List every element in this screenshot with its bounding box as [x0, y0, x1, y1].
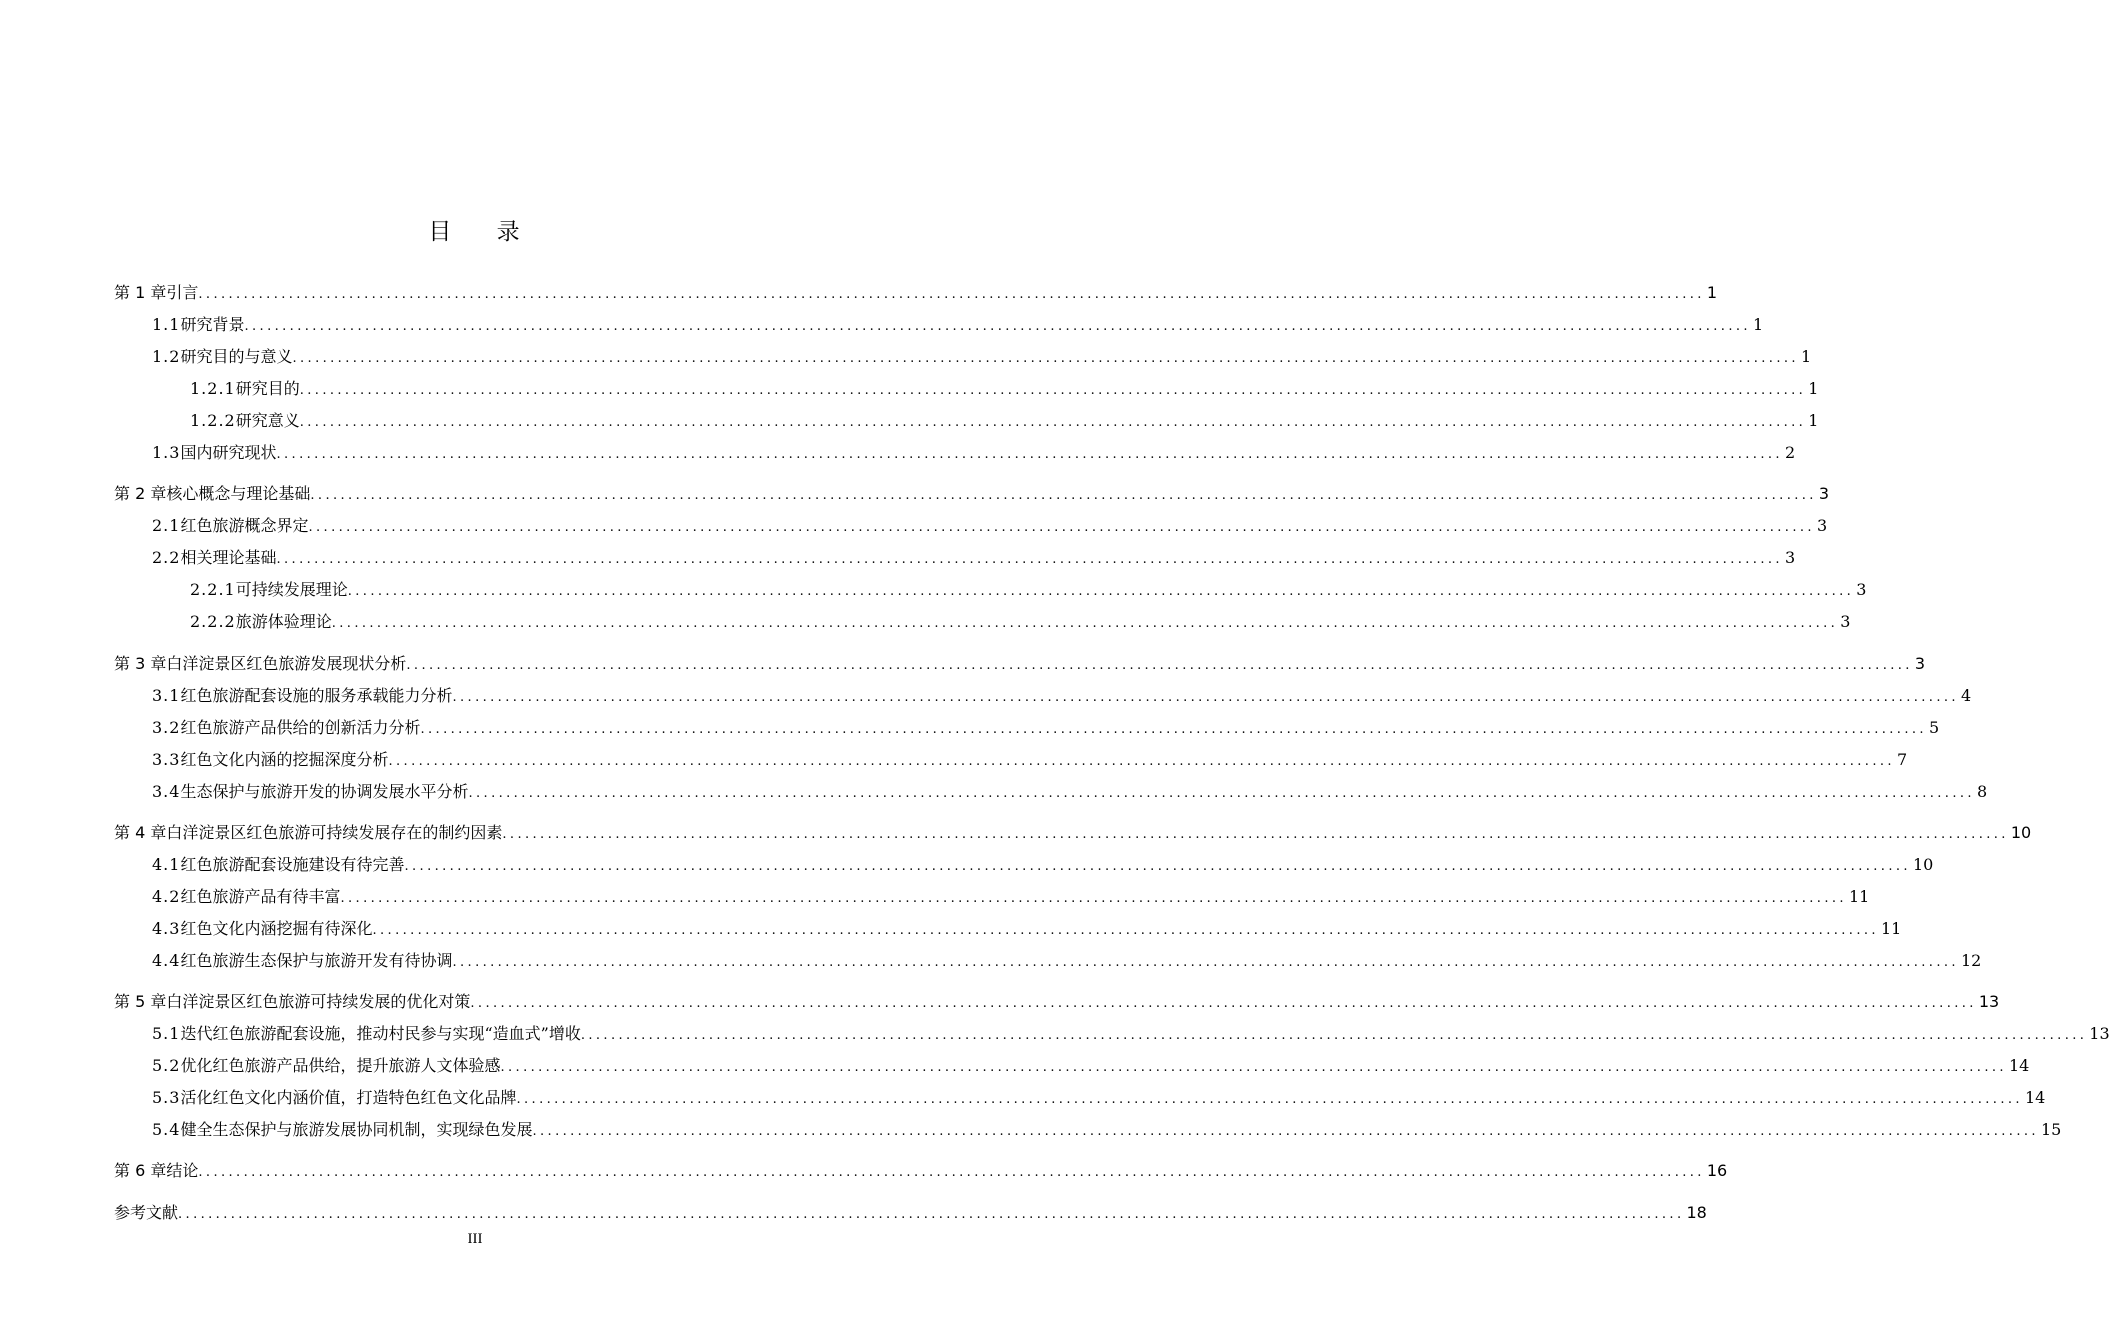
- toc-page-number: 13: [2089, 1024, 2110, 1043]
- toc-chapter-entry[interactable]: [0, 1159, 1728, 1183]
- toc-page-number: 1: [1800, 347, 1812, 366]
- toc-entry-title: 红色旅游生态保护与旅游开发有待协调: [180, 951, 453, 970]
- toc-subsection-entry[interactable]: [0, 377, 1819, 401]
- toc-entry-number: 4.3: [152, 919, 181, 938]
- toc-dot-leader: ........................................................................................................................................................................................................: [406, 658, 1913, 673]
- toc-page-number: 3: [1914, 654, 1926, 673]
- toc-dot-leader: ........................................................................................................................................................................................................: [178, 1207, 1685, 1222]
- toc-section-entry[interactable]: [0, 313, 1764, 337]
- toc-entry-title: 活化红色文化内涵价值，打造特色红色文化品牌: [180, 1088, 517, 1107]
- toc-entry-number: 第 1 章: [114, 283, 167, 302]
- toc-chapter-entry[interactable]: [0, 1201, 1707, 1225]
- toc-entry-title: 相关理论基础: [180, 548, 277, 567]
- toc-entry-number: 第 6 章: [114, 1161, 167, 1180]
- toc-section-entry[interactable]: [0, 917, 1902, 941]
- toc-dot-leader: ........................................................................................................................................................................................................: [580, 1028, 2088, 1043]
- toc-entry-number: 2.2.1: [190, 580, 236, 599]
- toc-entry-number: 2.2: [152, 548, 181, 567]
- toc-entry-title: 红色旅游配套设施的服务承载能力分析: [180, 686, 453, 705]
- toc-entry-number: 2.1: [152, 516, 181, 535]
- toc-entry-title: 国内研究现状: [180, 443, 277, 462]
- toc-section-entry[interactable]: [0, 684, 1972, 708]
- toc-page-number: 3: [1840, 612, 1851, 631]
- toc-page-number: 10: [2010, 823, 2032, 842]
- toc-dot-leader: ........................................................................................................................................................................................................: [340, 891, 1847, 906]
- toc-section-entry[interactable]: [0, 1022, 2110, 1046]
- toc-entry-number: 1.1: [152, 315, 181, 334]
- toc-entry-title: 白洋淀景区红色旅游发展现状分析: [166, 654, 407, 673]
- toc-subsection-entry[interactable]: [0, 578, 1867, 602]
- toc-page-number: 1: [1752, 315, 1764, 334]
- toc-dot-leader: ........................................................................................................................................................................................................: [299, 383, 1807, 398]
- toc-page-number: 12: [1960, 951, 1982, 970]
- toc-dot-leader: ........................................................................................................................................................................................................: [198, 287, 1705, 302]
- toc-entry-number: 第 5 章: [114, 992, 167, 1011]
- toc-section-entry[interactable]: [0, 780, 1988, 804]
- toc-entry-title: 可持续发展理论: [235, 580, 348, 599]
- toc-chapter-entry[interactable]: [0, 821, 2032, 845]
- toc-dot-leader: ........................................................................................................................................................................................................: [292, 351, 1799, 366]
- toc-entry-title: 迭代红色旅游配套设施，推动村民参与实现“造血式”增收: [180, 1024, 581, 1043]
- toc-entry-title: 红色文化内涵的挖掘深度分析: [180, 750, 389, 769]
- toc-dot-leader: ........................................................................................................................................................................................................: [470, 996, 1977, 1011]
- toc-entry-number: 1.2.2: [190, 411, 236, 430]
- toc-entry-number: 5.3: [152, 1088, 181, 1107]
- toc-entry-number: 第 4 章: [114, 823, 167, 842]
- toc-entry-number: 3.4: [152, 782, 181, 801]
- toc-dot-leader: ........................................................................................................................................................................................................: [276, 447, 1783, 462]
- toc-section-entry[interactable]: [0, 853, 1934, 877]
- toc-page-number: 8: [1976, 782, 1988, 801]
- toc-subsection-entry[interactable]: [0, 409, 1819, 433]
- toc-section-entry[interactable]: [0, 1118, 2062, 1142]
- toc-section-entry[interactable]: [0, 1054, 2030, 1078]
- toc-entry-number: 5.1: [152, 1024, 181, 1043]
- toc-entry-title: 白洋淀景区红色旅游可持续发展的优化对策: [166, 992, 471, 1011]
- toc-chapter-entry[interactable]: [0, 652, 1926, 676]
- toc-page-number: 4: [1960, 686, 1972, 705]
- toc-section-entry[interactable]: [0, 345, 1812, 369]
- toc-entry-number: 3.1: [152, 686, 181, 705]
- toc-entry-title: 红色文化内涵挖掘有待深化: [180, 919, 373, 938]
- toc-dot-leader: ........................................................................................................................................................................................................: [244, 319, 1751, 334]
- toc-entry-title: 参考文献: [114, 1203, 179, 1222]
- toc-entry-title: 研究目的: [235, 379, 300, 398]
- toc-page-number: 1: [1808, 411, 1819, 430]
- toc-entry-title: 研究意义: [235, 411, 300, 430]
- toc-section-entry[interactable]: [0, 514, 1828, 538]
- toc-entry-number: 4.4: [152, 951, 181, 970]
- toc-page-number: 2: [1784, 443, 1796, 462]
- toc-page-number: 14: [2024, 1088, 2046, 1107]
- toc-entry-title: 结论: [166, 1161, 199, 1180]
- toc-page-number: 3: [1784, 548, 1796, 567]
- toc-section-entry[interactable]: [0, 885, 1870, 909]
- toc-dot-leader: ........................................................................................................................................................................................................: [372, 923, 1879, 938]
- toc-dot-leader: ........................................................................................................................................................................................................: [347, 584, 1855, 599]
- toc-page-number: 5: [1928, 718, 1940, 737]
- toc-entry-number: 1.3: [152, 443, 181, 462]
- toc-section-entry[interactable]: [0, 748, 1908, 772]
- toc-page-number: 18: [1686, 1203, 1707, 1222]
- toc-entry-title: 白洋淀景区红色旅游可持续发展存在的制约因素: [166, 823, 503, 842]
- toc-entry-title: 红色旅游产品供给的创新活力分析: [180, 718, 421, 737]
- toc-page-number: 16: [1706, 1161, 1728, 1180]
- toc-subsection-entry[interactable]: [0, 610, 1851, 634]
- toc-page-number: 11: [1848, 887, 1870, 906]
- toc-dot-leader: ........................................................................................................................................................................................................: [420, 722, 1927, 737]
- toc-dot-leader: ........................................................................................................................................................................................................: [452, 955, 1959, 970]
- toc-dot-leader: ........................................................................................................................................................................................................: [276, 552, 1783, 567]
- toc-dot-leader: ........................................................................................................................................................................................................: [500, 1060, 2007, 1075]
- toc-entry-number: 第 2 章: [114, 484, 167, 503]
- toc-page-number: 3: [1816, 516, 1828, 535]
- toc-dot-leader: ........................................................................................................................................................................................................: [198, 1165, 1705, 1180]
- toc-dot-leader: ........................................................................................................................................................................................................: [299, 415, 1807, 430]
- toc-entry-number: 5.4: [152, 1120, 181, 1139]
- toc-dot-leader: ........................................................................................................................................................................................................: [404, 859, 1911, 874]
- page-title: 目 录: [428, 219, 522, 245]
- toc-dot-leader: ........................................................................................................................................................................................................: [468, 786, 1975, 801]
- toc-section-entry[interactable]: [0, 716, 1940, 740]
- toc-page-number: 7: [1896, 750, 1908, 769]
- toc-page-number: 3: [1856, 580, 1867, 599]
- toc-dot-leader: ........................................................................................................................................................................................................: [331, 616, 1839, 631]
- toc-entry-number: 2.2.2: [190, 612, 236, 631]
- toc-entry-number: 1.2.1: [190, 379, 236, 398]
- toc-entry-title: 健全生态保护与旅游发展协同机制，实现绿色发展: [180, 1120, 533, 1139]
- toc-page-number: 13: [1978, 992, 2000, 1011]
- toc-dot-leader: ........................................................................................................................................................................................................: [308, 520, 1815, 535]
- toc-entry-number: 4.2: [152, 887, 181, 906]
- toc-dot-leader: ........................................................................................................................................................................................................: [532, 1124, 2039, 1139]
- toc-chapter-entry[interactable]: [0, 482, 1830, 506]
- toc-section-entry[interactable]: [0, 546, 1796, 570]
- toc-dot-leader: ........................................................................................................................................................................................................: [388, 754, 1895, 769]
- toc-chapter-entry[interactable]: [0, 990, 2000, 1014]
- toc-entry-title: 核心概念与理论基础: [166, 484, 311, 503]
- toc-page-number: 10: [1912, 855, 1934, 874]
- toc-entry-title: 研究目的与意义: [180, 347, 293, 366]
- toc-entry-number: 3.2: [152, 718, 181, 737]
- toc-page-number: 11: [1880, 919, 1902, 938]
- toc-entry-title: 优化红色旅游产品供给，提升旅游人文体验感: [180, 1056, 501, 1075]
- toc-entry-number: 第 3 章: [114, 654, 167, 673]
- toc-page-number: 1: [1808, 379, 1819, 398]
- toc-dot-leader: ........................................................................................................................................................................................................: [310, 488, 1817, 503]
- toc-page-number: 14: [2008, 1056, 2030, 1075]
- toc-entry-title: 红色旅游配套设施建设有待完善: [180, 855, 405, 874]
- toc-entry-number: 5.2: [152, 1056, 181, 1075]
- toc-section-entry[interactable]: [0, 949, 1982, 973]
- toc-dot-leader: ........................................................................................................................................................................................................: [516, 1092, 2023, 1107]
- toc-dot-leader: ........................................................................................................................................................................................................: [452, 690, 1959, 705]
- toc-section-entry[interactable]: [0, 441, 1796, 465]
- toc-page-number: 3: [1818, 484, 1830, 503]
- toc-section-entry[interactable]: [0, 1086, 2046, 1110]
- toc-entry-title: 生态保护与旅游开发的协调发展水平分析: [180, 782, 469, 801]
- toc-entry-title: 旅游体验理论: [235, 612, 332, 631]
- toc-entry-title: 红色旅游概念界定: [180, 516, 309, 535]
- toc-entry-title: 红色旅游产品有待丰富: [180, 887, 341, 906]
- toc-entry-title: 研究背景: [180, 315, 245, 334]
- toc-dot-leader: ........................................................................................................................................................................................................: [502, 827, 2009, 842]
- toc-page-number: 1: [1706, 283, 1718, 302]
- toc-page-number: 15: [2040, 1120, 2062, 1139]
- toc-entry-number: 1.2: [152, 347, 181, 366]
- toc-chapter-entry[interactable]: [0, 281, 1718, 305]
- toc-entry-number: 4.1: [152, 855, 181, 874]
- toc-entry-number: 3.3: [152, 750, 181, 769]
- toc-entry-title: 引言: [166, 283, 199, 302]
- page-number: III: [467, 1231, 483, 1247]
